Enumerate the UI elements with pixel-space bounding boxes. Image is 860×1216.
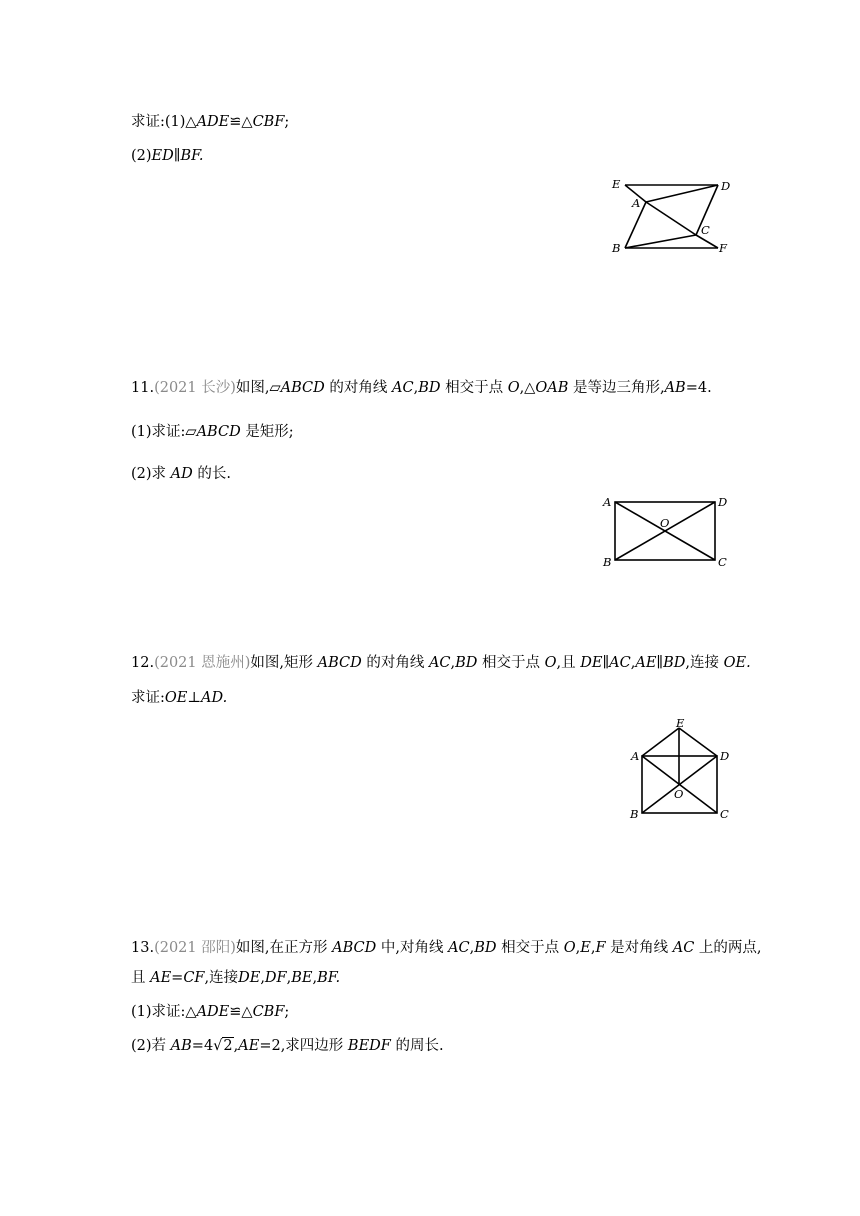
p11-figure-svg (598, 490, 738, 575)
p10-line-1 (131, 113, 289, 131)
math-text: OAB (535, 380, 569, 396)
text: , (413, 380, 419, 396)
math-text: O (507, 380, 520, 396)
math-text: ADE (196, 114, 230, 130)
text: 上的两点, (698, 940, 762, 956)
text: 的对角线 (366, 655, 425, 671)
p10-figure (600, 172, 750, 262)
math-text: BD (418, 380, 441, 396)
math-text: ABCD (317, 655, 362, 671)
label-c: C (720, 807, 729, 821)
segment-ad (646, 185, 718, 202)
radicand: 2 (223, 1038, 233, 1054)
math-text: ABCD (196, 424, 241, 440)
text: =4 (191, 1038, 214, 1054)
sqrt-expression (213, 1037, 233, 1055)
text: ; (284, 114, 290, 130)
math-text: BD (663, 655, 686, 671)
text: ,且 (556, 655, 576, 671)
text: =4. (685, 380, 712, 396)
math-text: O (563, 940, 576, 956)
math-text: AC (428, 655, 451, 671)
math-text: ABCD (280, 380, 325, 396)
text: ≌△ (229, 114, 253, 130)
parallel-symbol: ∥ (602, 655, 610, 671)
text: 是等边三角形, (572, 380, 665, 396)
text: ≌△ (229, 1004, 253, 1020)
math-text: BF. (317, 970, 341, 986)
p13-question-1 (131, 1003, 289, 1021)
sqrt-symbol: √ (213, 1038, 223, 1054)
label-c: C (718, 555, 727, 569)
math-text: CBF (252, 1004, 285, 1020)
text: ,连接 (685, 655, 720, 671)
parallel-symbol: ∥ (656, 655, 664, 671)
text: 求证:(1)△ (131, 114, 197, 130)
math-text: BEDF (347, 1038, 391, 1054)
text: , (260, 970, 265, 986)
label-o: O (674, 787, 684, 801)
p12-figure-svg (625, 712, 740, 824)
math-text: BD (455, 655, 478, 671)
math-text: AB (170, 1038, 192, 1054)
problem-number: 13. (131, 940, 155, 956)
p13-line-1 (131, 939, 762, 957)
problem-source: (2021 恩施州) (154, 655, 251, 671)
text: , (630, 655, 636, 671)
parallel-symbol: ∥ (173, 148, 181, 164)
label-d: D (721, 179, 731, 193)
text: (2)求 (131, 466, 167, 482)
label-f: F (719, 241, 727, 255)
problem-source: (2021 长沙) (154, 380, 236, 396)
text: 且 (131, 970, 146, 986)
math-text: CBF (252, 114, 285, 130)
text: 如图,▱ (235, 380, 281, 396)
text: =2,求四边形 (259, 1038, 344, 1054)
math-text: AE (238, 1038, 260, 1054)
text: 的周长. (395, 1038, 444, 1054)
text: , (590, 940, 596, 956)
p13-line-2 (131, 969, 340, 987)
math-text: OE. (723, 655, 751, 671)
math-text: AD (170, 466, 193, 482)
text: ; (284, 1004, 290, 1020)
text: 相交于点 (501, 940, 560, 956)
text: , (469, 940, 475, 956)
segment-ac (646, 202, 696, 235)
label-o: O (660, 516, 670, 530)
math-text: F (595, 940, 606, 956)
text: 是矩形; (245, 424, 294, 440)
p10-figure-svg (600, 172, 750, 262)
p11-question-2 (131, 465, 231, 483)
math-text: DE (238, 970, 261, 986)
math-text: ABCD (332, 940, 377, 956)
math-text: ED (151, 148, 174, 164)
label-a: A (603, 495, 612, 509)
label-b: B (603, 555, 612, 569)
math-text: AE (635, 655, 657, 671)
math-text: AC (392, 380, 414, 396)
label-d: D (718, 495, 728, 509)
p11-figure (598, 490, 738, 575)
text: 如图,矩形 (250, 655, 313, 671)
text: , (575, 940, 581, 956)
p13-question-2 (131, 1037, 444, 1055)
p11-question-1 (131, 423, 294, 441)
label-d: D (720, 749, 730, 763)
segment-ed (679, 728, 717, 756)
label-c: C (701, 223, 710, 237)
math-text: BF. (180, 148, 204, 164)
text: ,△ (519, 380, 536, 396)
text: 相交于点 (445, 380, 504, 396)
label-b: B (612, 241, 621, 255)
math-text: BE (291, 970, 313, 986)
text: ,连接 (204, 970, 239, 986)
math-text: AC (609, 655, 631, 671)
label-e: E (612, 177, 621, 191)
text: 的对角线 (329, 380, 388, 396)
p12-line-1 (131, 654, 751, 672)
text: , (450, 655, 456, 671)
p12-question (131, 689, 227, 707)
math-text: ADE (196, 1004, 230, 1020)
label-e: E (676, 716, 685, 730)
text: (2) (131, 148, 152, 164)
text: 的长. (197, 466, 231, 482)
math-text: AB (664, 380, 686, 396)
segment-ae (642, 728, 679, 756)
text: 如图,在正方形 (235, 940, 328, 956)
problem-source: (2021 邵阳) (154, 940, 236, 956)
math-text: OE (164, 690, 188, 706)
p11-line-1 (131, 379, 712, 397)
p12-figure (625, 712, 740, 824)
text: 是对角线 (610, 940, 669, 956)
math-text: BD (474, 940, 497, 956)
label-a: A (632, 196, 641, 210)
label-b: B (630, 807, 639, 821)
text: , (286, 970, 292, 986)
math-text: AE (150, 970, 172, 986)
math-text: E (580, 940, 591, 956)
math-text: AC (672, 940, 695, 956)
text: , (233, 1038, 239, 1054)
perpendicular-symbol: ⊥ (187, 690, 202, 706)
math-text: DF (264, 970, 287, 986)
math-text: O (544, 655, 557, 671)
text: 相交于点 (482, 655, 541, 671)
p10-line-2 (131, 147, 204, 165)
segment-bc (625, 235, 696, 248)
math-text: AD. (201, 690, 228, 706)
text: 中,对角线 (380, 940, 444, 956)
math-text: CF (183, 970, 205, 986)
text: (1)求证:▱ (131, 424, 197, 440)
label-a: A (631, 749, 640, 763)
problem-number: 11. (131, 380, 155, 396)
problem-number: 12. (131, 655, 155, 671)
text: (1)求证:△ (131, 1004, 197, 1020)
text: = (171, 970, 184, 986)
math-text: DE (580, 655, 603, 671)
text: , (312, 970, 318, 986)
text: (2)若 (131, 1038, 167, 1054)
text: 求证: (131, 690, 165, 706)
math-text: AC (448, 940, 470, 956)
